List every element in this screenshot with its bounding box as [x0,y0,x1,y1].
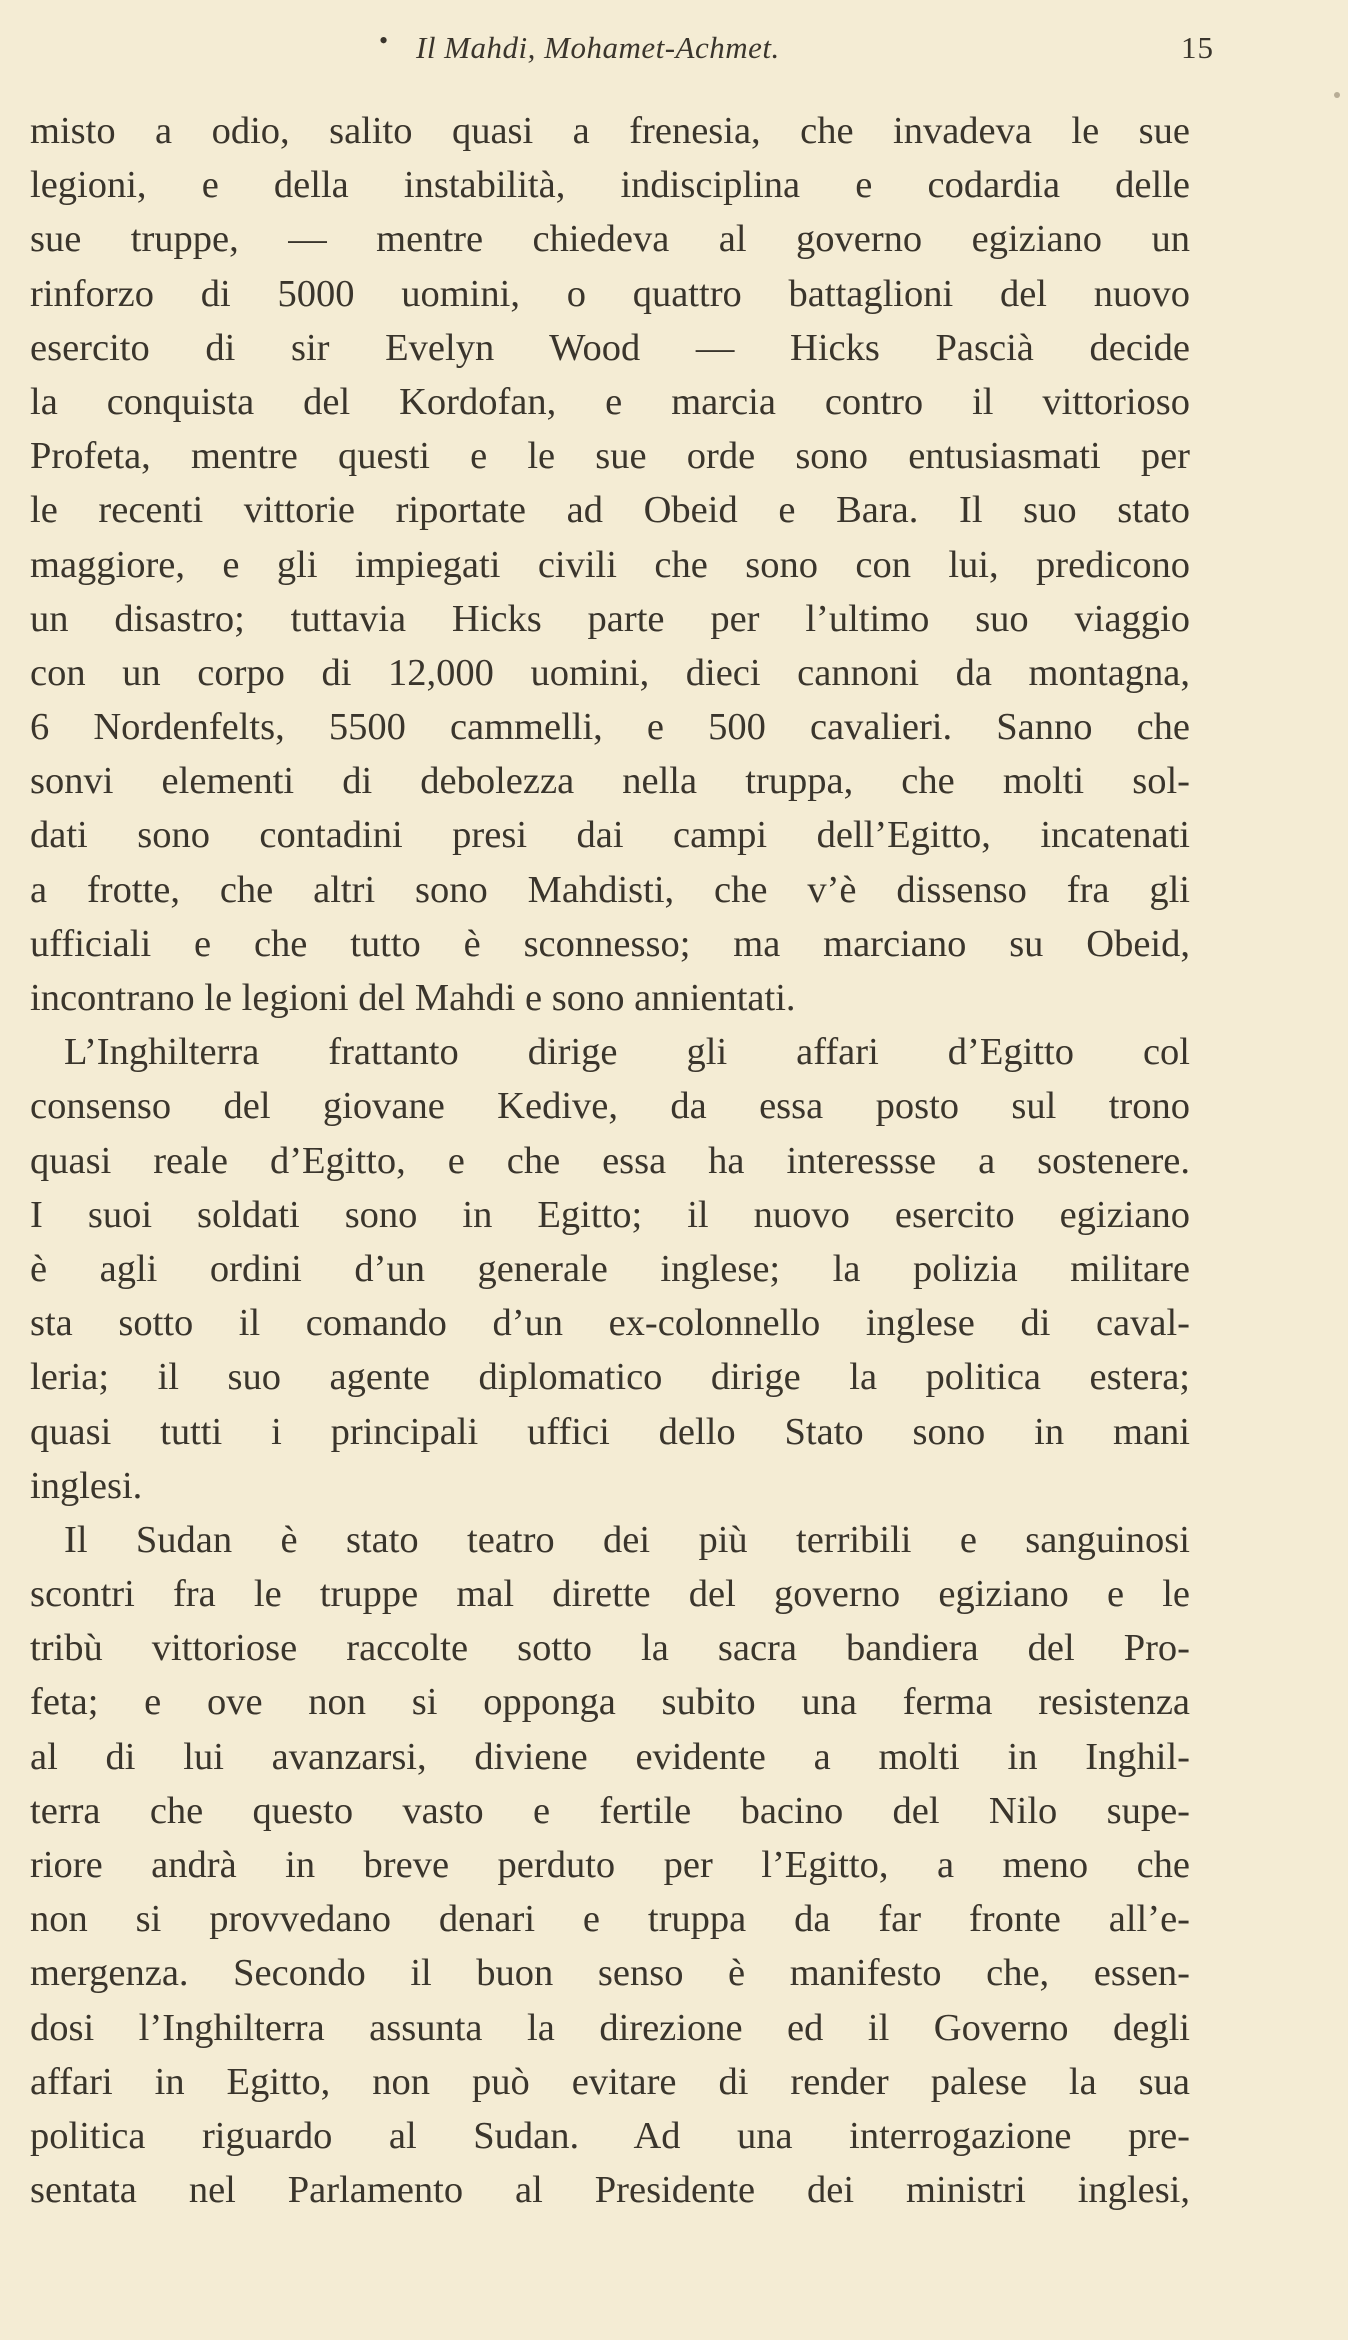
text-line: al di lui avanzarsi, diviene evidente a molti in Inghil- [30,1735,1190,1778]
text-line: sue truppe, — mentre chiedeva al governo egiziano un [30,218,1190,261]
text-line: consenso del giovane Kedive, da essa posto sul trono [30,1085,1190,1128]
text-line: legioni, e della instabilità, indisciplina e codardia delle [30,164,1190,207]
text-line: Il Sudan è stato teatro dei più terribili e sanguinosi [64,1518,1190,1561]
header-marker: • [379,26,389,55]
paragraph [30,104,1190,1025]
text-line: la conquista del Kordofan, e marcia contro il vittorioso [30,380,1190,423]
text-line: misto a odio, salito quasi a frenesia, che invadeva le sue [30,110,1190,152]
text-line: L’Inghilterra frattanto dirige gli affari d’Egitto col [64,1031,1190,1074]
text-line: scontri fra le truppe mal dirette del governo egiziano e le [30,1573,1190,1616]
page-number: 15 [1181,30,1214,65]
text-line: a frotte, che altri sono Mahdisti, che v’è dissenso fra gli [30,868,1190,911]
text-line: esercito di sir Evelyn Wood — Hicks Pascià decide [30,326,1190,369]
text-line: dosi l’Inghilterra assunta la direzione ed il Governo degli [30,2006,1190,2049]
text-line: I suoi soldati sono in Egitto; il nuovo esercito egiziano [30,1193,1190,1236]
text-line: Profeta, mentre questi e le sue orde sono entusiasmati per [30,435,1190,478]
text-line: sentata nel Parlamento al Presidente dei ministri inglesi, [30,2169,1190,2212]
text-line: le recenti vittorie riportate ad Obeid e Bara. Il suo stato [30,489,1190,532]
text-line: rinforzo di 5000 uomini, o quattro battaglioni del nuovo [30,272,1190,315]
text-line: affari in Egitto, non può evitare di render palese la sua [30,2060,1190,2103]
text-line: quasi tutti i principali uffici dello Stato sono in mani [30,1410,1190,1453]
paragraph [30,1025,1190,1513]
text-line: incontrano le legioni del Mahdi e sono annientati. [30,977,796,1019]
text-line: ufficiali e che tutto è sconnesso; ma marciano su Obeid, [30,922,1190,965]
text-line: con un corpo di 12,000 uomini, dieci cannoni da montagna, [30,651,1190,694]
text-line: un disastro; tuttavia Hicks parte per l’ultimo suo viaggio [30,597,1190,640]
text-line: non si provvedano denari e truppa da far fronte all’e- [30,1898,1190,1941]
text-line: è agli ordini d’un generale inglese; la polizia militare [30,1247,1190,1290]
running-title: Il Mahdi, Mohamet-Achmet. [416,30,780,65]
text-line: dati sono contadini presi dai campi dell’Egitto, incatenati [30,814,1190,857]
text-line: sta sotto il comando d’un ex-colonnello inglese di caval- [30,1302,1190,1345]
text-line: 6 Nordenfelts, 5500 cammelli, e 500 cavalieri. Sanno che [30,706,1190,749]
text-line: maggiore, e gli impiegati civili che sono con lui, predicono [30,543,1190,586]
margin-speck [1334,92,1340,98]
text-line: sonvi elementi di debolezza nella truppa, che molti sol- [30,760,1190,803]
text-line: inglesi. [30,1464,143,1507]
running-header [30,26,1214,78]
text-line: terra che questo vasto e fertile bacino del Nilo supe- [30,1789,1190,1832]
text-line: tribù vittoriose raccolte sotto la sacra bandiera del Pro- [30,1627,1190,1670]
paragraph [30,1513,1190,2217]
text-line: mergenza. Secondo il buon senso è manifesto che, essen- [30,1952,1190,1995]
text-line: leria; il suo agente diplomatico dirige la politica estera; [30,1356,1190,1399]
text-line: riore andrà in breve perduto per l’Egitto, a meno che [30,1844,1190,1886]
body-text [30,104,1190,2217]
text-line: politica riguardo al Sudan. Ad una interrogazione pre- [30,2114,1190,2157]
text-line: feta; e ove non si opponga subito una ferma resistenza [30,1681,1190,1724]
text-line: quasi reale d’Egitto, e che essa ha interessse a sostenere. [30,1139,1190,1182]
